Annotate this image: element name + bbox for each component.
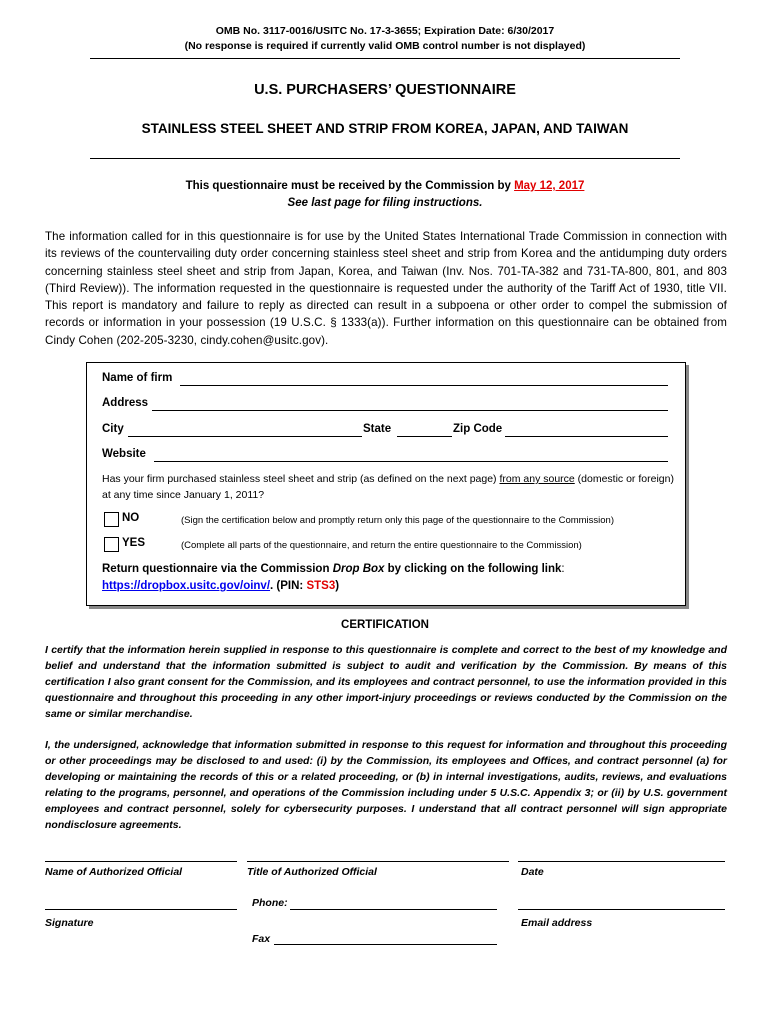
official-title-line[interactable] — [247, 861, 509, 862]
state-field[interactable] — [397, 436, 452, 437]
return-colon: : — [561, 563, 565, 575]
question-underlined-text: from any source — [499, 473, 575, 485]
question-text-start: Has your firm purchased stainless steel sheet and strip (as defined on the next page) — [102, 473, 500, 485]
header-divider — [90, 58, 680, 59]
no-checkbox[interactable] — [104, 512, 119, 527]
official-name-label: Name of Authorized Official — [45, 866, 183, 878]
omb-header — [0, 24, 770, 54]
date-line[interactable] — [518, 861, 725, 862]
omb-line-2: (No response is required if currently valid OMB control number is not displayed) — [184, 40, 586, 52]
yes-label: YES — [122, 537, 146, 549]
email-label: Email address — [521, 917, 593, 929]
city-field[interactable] — [128, 436, 362, 437]
email-line[interactable] — [518, 909, 725, 910]
omb-line-1: OMB No. 3117-0016/USITC No. 17-3-3655; Expiration Date: 6/30/2017 — [215, 25, 555, 37]
signature-line[interactable] — [45, 909, 237, 910]
certification-paragraph-2: I, the undersigned, acknowledge that information submitted in response to this request for information and throughout this proceeding or other proceedings may be disclosed to and used: (i) by the Commission, its employees and Offices, and contract personnel (a) for developing or maintaining the records of this or a related proceeding, or (b) in internal investigations, audits, reviews, and evaluations relating to the programs, personnel, and operations of the Commission including under 5 U.S.C. Appendix 3; or (ii) by U.S. government employees and contract personnel, solely for cybersecurity purposes. I understand that all contract personnel will sign appropriate nondisclosure agreements. — [45, 739, 727, 831]
phone-label: Phone: — [252, 897, 288, 909]
question-text-end: (domestic or foreign) at any time since January 1, 2011? — [102, 473, 674, 501]
no-instruction: (Sign the certification below and promptly return only this page of the questionnaire to the Commission) — [181, 515, 615, 526]
page-subtitle: STAINLESS STEEL SHEET AND STRIP FROM KOREA, JAPAN, AND TAIWAN — [141, 121, 629, 136]
purchase-question — [102, 471, 677, 503]
address-label: Address — [102, 397, 149, 409]
return-text-start: Return questionnaire via the Commission — [102, 563, 333, 575]
return-instructions — [102, 561, 677, 595]
pin-suffix: ) — [335, 580, 340, 592]
title-divider — [90, 158, 680, 159]
no-label: NO — [122, 512, 140, 524]
city-label: City — [102, 423, 124, 435]
signature-label: Signature — [45, 917, 94, 929]
zip-code-field[interactable] — [505, 436, 668, 437]
intro-paragraph: The information called for in this questionnaire is for use by the United States International Trade Commission in connection with its reviews of the countervailing duty order concerning stainless steel sheet and strip from Korea and the antidumping duty orders concerning stainless steel sheet and strip from Japan, Korea, and Taiwan (Inv. Nos. 701-TA-382 and 731-TA-800, 801, and 803 (Third Review)). The information requested in the questionnaire is requested under the authority of the Tariff Act of 1930, title VII. This report is mandatory and failure to reply as directed can result in a subpoena or other order to compel the submission of records or information in your possession (19 U.S.C. § 1333(a)). Further information on this questionnaire can be obtained from Cindy Cohen (202-205-3230, cindy.cohen@usitc.gov). — [45, 230, 727, 347]
official-name-line[interactable] — [45, 861, 237, 862]
dropbox-link[interactable]: https://dropbox.usitc.gov/oinv/ — [102, 580, 271, 592]
fax-label: Fax — [252, 933, 271, 945]
drop-box-text: Drop Box — [332, 563, 385, 575]
zip-code-label: Zip Code — [453, 423, 503, 435]
firm-name-label: Name of firm — [102, 372, 173, 384]
state-label: State — [363, 423, 392, 435]
address-field[interactable] — [152, 410, 668, 411]
due-date: May 12, 2017 — [514, 180, 585, 192]
return-text-end: by clicking on the following link — [384, 563, 562, 575]
filing-instructions-note: See last page for filing instructions. — [287, 197, 483, 209]
website-field[interactable] — [154, 461, 668, 462]
pin-code: STS3 — [306, 580, 336, 592]
certification-heading: CERTIFICATION — [341, 619, 429, 631]
phone-field[interactable] — [290, 909, 497, 910]
certification-paragraph-1: I certify that the information herein supplied in response to this questionnaire is complete and correct to the best of my knowledge and belief and understand that the information submitted is subject to audit and verification by the Commission. By means of this certification I also grant consent for the Commission, and its employees and contract personnel, to use the information provided in this questionnaire and throughout this proceeding in any other import-injury proceedings or reviews conducted by the Commission on the same or similar merchandise. — [45, 644, 727, 720]
date-label: Date — [521, 866, 544, 878]
pin-prefix: . (PIN: — [270, 580, 307, 592]
yes-instruction: (Complete all parts of the questionnaire, and return the entire questionnaire to the Commission) — [181, 540, 582, 551]
website-label: Website — [102, 448, 146, 460]
yes-checkbox[interactable] — [104, 537, 119, 552]
due-notice — [0, 178, 770, 212]
firm-name-field[interactable] — [180, 385, 668, 386]
due-prefix: This questionnaire must be received by the Commission by — [185, 180, 515, 192]
fax-field[interactable] — [274, 944, 497, 945]
official-title-label: Title of Authorized Official — [247, 866, 377, 878]
page-title: U.S. PURCHASERS’ QUESTIONNAIRE — [254, 82, 516, 98]
